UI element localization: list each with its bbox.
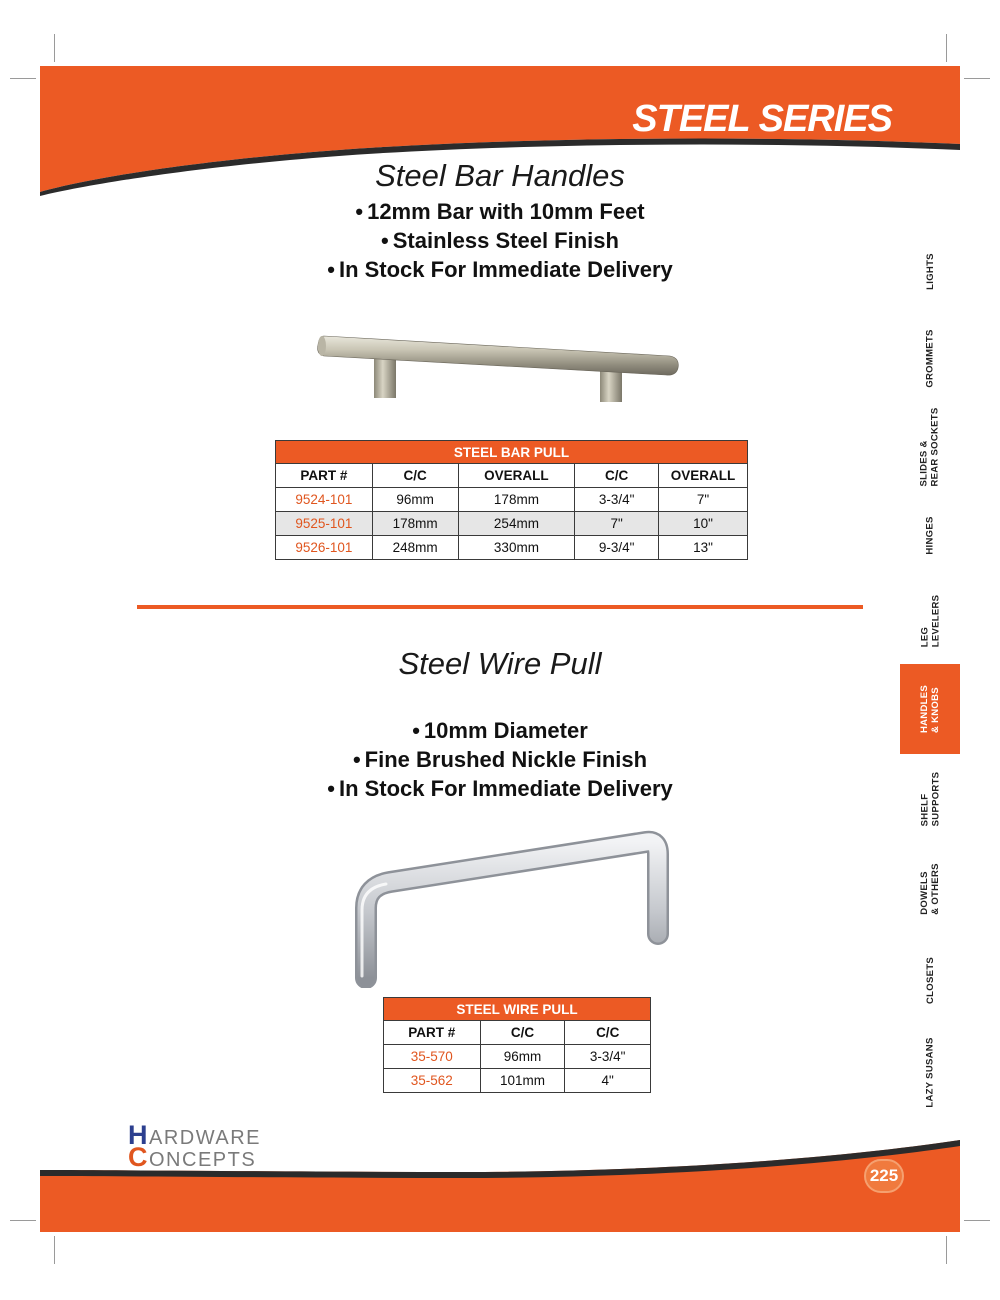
crop-mark	[946, 1236, 947, 1264]
crop-mark	[54, 34, 55, 62]
table-row	[276, 488, 748, 512]
feature-item: • In Stock For Immediate Delivery	[327, 776, 673, 801]
part-number: 35-562	[384, 1069, 481, 1093]
table-cell: 96mm	[480, 1045, 565, 1069]
column-header: OVERALL	[458, 464, 575, 488]
column-header: PART #	[384, 1021, 481, 1045]
table-cell: 178mm	[458, 488, 575, 512]
table-cell: 4"	[565, 1069, 651, 1093]
part-number: 35-570	[384, 1045, 481, 1069]
table-cell: 7"	[659, 488, 748, 512]
table-cell: 13"	[659, 536, 748, 560]
tab-hinges[interactable]: HINGES	[924, 515, 936, 555]
tab-shelf-supports[interactable]: SHELF SUPPORTS	[918, 771, 941, 827]
table-cell: 330mm	[458, 536, 575, 560]
tab-dowels-others[interactable]: DOWELS & OTHERS	[919, 863, 941, 915]
steel-bar-handle-image	[316, 318, 684, 422]
table-cell: 96mm	[372, 488, 458, 512]
crop-mark	[964, 78, 990, 79]
series-title: STEEL SERIES	[632, 98, 892, 140]
feature-list-wire-pull	[0, 716, 1000, 803]
table-caption: STEEL BAR PULL	[276, 441, 748, 464]
table-cell: 3-3/4"	[575, 488, 659, 512]
page-number: 225	[864, 1159, 904, 1193]
table-cell: 9-3/4"	[575, 536, 659, 560]
crop-mark	[10, 78, 36, 79]
table-row	[384, 1069, 651, 1093]
feature-item: • In Stock For Immediate Delivery	[327, 257, 673, 282]
table-cell: 254mm	[458, 512, 575, 536]
column-header: C/C	[575, 464, 659, 488]
part-number: 9526-101	[276, 536, 373, 560]
tab-closets[interactable]: CLOSETS	[924, 956, 936, 1004]
column-header: C/C	[480, 1021, 565, 1045]
column-header: C/C	[372, 464, 458, 488]
table-cell: 7"	[575, 512, 659, 536]
logo-line-2: CONCEPTS	[128, 1142, 257, 1172]
steel-bar-pull-table	[275, 440, 748, 560]
footer-swoosh	[40, 1140, 960, 1232]
tab-slides-rear-sockets[interactable]: SLIDES & REAR SOCKETS	[919, 407, 941, 487]
tab-leg-levelers[interactable]: LEG LEVELERS	[919, 594, 941, 648]
steel-wire-pull-table	[383, 997, 651, 1093]
column-header: PART #	[276, 464, 373, 488]
table-cell: 101mm	[480, 1069, 565, 1093]
footer-band	[40, 1140, 960, 1232]
product-title-bar-handles: Steel Bar Handles	[375, 158, 625, 193]
tab-grommets[interactable]: GROMMETS	[924, 328, 936, 388]
table-row	[276, 536, 748, 560]
feature-item: • Stainless Steel Finish	[381, 228, 619, 253]
feature-item: • 12mm Bar with 10mm Feet	[355, 199, 645, 224]
table-caption: STEEL WIRE PULL	[384, 998, 651, 1021]
crop-mark	[964, 1220, 990, 1221]
table-cell: 3-3/4"	[565, 1045, 651, 1069]
table-cell: 10"	[659, 512, 748, 536]
tab-lights[interactable]: LIGHTS	[924, 252, 936, 290]
feature-item: • Fine Brushed Nickle Finish	[352, 747, 648, 772]
table-row	[276, 512, 748, 536]
crop-mark	[946, 34, 947, 62]
tab-handles-knobs[interactable]: HANDLES & KNOBS	[900, 664, 960, 754]
column-header: OVERALL	[659, 464, 748, 488]
part-number: 9525-101	[276, 512, 373, 536]
product-title-wire-pull: Steel Wire Pull	[398, 646, 602, 681]
steel-wire-pull-image	[346, 828, 676, 988]
feature-item: • 10mm Diameter	[412, 718, 588, 743]
section-divider	[137, 605, 863, 609]
table-cell: 178mm	[372, 512, 458, 536]
table-row	[384, 1045, 651, 1069]
column-header: C/C	[565, 1021, 651, 1045]
table-cell: 248mm	[372, 536, 458, 560]
part-number: 9524-101	[276, 488, 373, 512]
crop-mark	[10, 1220, 36, 1221]
tab-lazy-susans[interactable]: LAZY SUSANS	[924, 1036, 936, 1108]
logo-line-1: HARDWARE	[128, 1120, 261, 1150]
crop-mark	[54, 1236, 55, 1264]
feature-list-bar-handles	[0, 197, 1000, 284]
